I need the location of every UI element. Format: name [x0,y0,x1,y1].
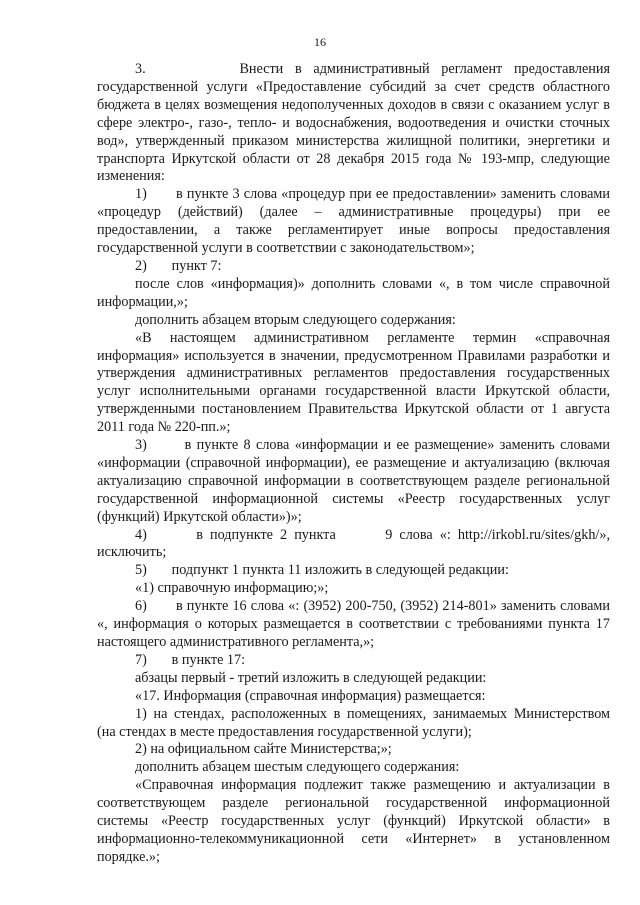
paragraph-subitem-5: 5) подпункт 1 пункта 11 изложить в следующей редакции: [135,562,509,579]
paragraph-text: дополнить абзацем шестым следующего содержания: [135,759,460,776]
paragraph-subitem-2: 2) пункт 7: [135,257,222,274]
paragraph-text: абзацы первый - третий изложить в следующей редакции: [135,669,487,686]
paragraph-quote: «Справочная информация подлежит также размещению и актуализации в соответствующем разделе региональной государственной информационной системы «Реестр государственных услуг (функций) Иркутской области» в информационно-телекоммуникационной сети «Интернет» в установленном порядке.»; [97,777,610,865]
paragraph-item-3: 3. Внести в административный регламент предоставления государственной услуги «Предоставление субсидий за счет средств областного бюджета в целях возмещения недополученных доходов в связи с оказанием услуг в сфере электро-, газо-, тепло- и водоснабжения, водоотведения и очистки сточных вод», утвержденный приказом министерства жилищной политики, энергетики и транспорта Иркутской области от 28 декабря 2015 года № 193-мпр, следующие изменения: [97,61,610,185]
paragraph-subitem-4: 4) в подпункте 2 пункта 9 слова «: http://irkobl.ru/sites/gkh/», исключить; [97,526,610,561]
paragraph-subitem-3: 3) в пункте 8 слова «информации и ее размещение» заменить словами «информации (справочной информации), ее размещение и актуализацию (включая актуализацию справочной информации в соответствующем разделе региональной государственной информационной системы «Реестр государственных услуг (функций) Иркутской области»)»; [97,437,610,525]
paragraph-subitem-7: 7) в пункте 17: [135,651,246,668]
paragraph-quote: «В настоящем административном регламенте термин «справочная информация» используется в значении, предусмотренном Правилами разработки и утверждения административных регламентов предоставления государственных услуг исполнительными органами государственной власти Иркутской области, утвержденными постановлением Правительства Иркутской области от 1 августа 2011 года № 220-пп.»; [97,329,610,436]
paragraph-text: после слов «информация)» дополнить словами «, в том числе справочной информации,»; [97,275,610,310]
page-number: 16 [314,35,326,49]
paragraph-quote: «17. Информация (справочная информация) размещается: [135,687,486,704]
paragraph-text: «1) справочную информацию;»; [135,580,329,597]
paragraph-text: 2) на официальном сайте Министерства;»; [135,741,392,758]
paragraph-subitem-6: 6) в пункте 16 слова «: (3952) 200-750, (3952) 214-801» заменить словами «, информация о которых размещается в соответствии с требованиями пункта 17 настоящего административного регламента,»; [97,598,610,650]
paragraph-text: 1) на стендах, расположенных в помещениях, занимаемых Министерством (на стендах в месте предоставления государственной услуги); [97,705,610,740]
paragraph-text: дополнить абзацем вторым следующего содержания: [135,311,456,328]
document-body [97,61,610,867]
paragraph-subitem-1: 1) в пункте 3 слова «процедур при ее предоставлении» заменить словами «процедур (действий) (далее – административные процедуры) при ее предоставлении, а также регламентирует иные вопросы предоставления государственной услуги в соответствии с законодательством»; [97,186,610,257]
